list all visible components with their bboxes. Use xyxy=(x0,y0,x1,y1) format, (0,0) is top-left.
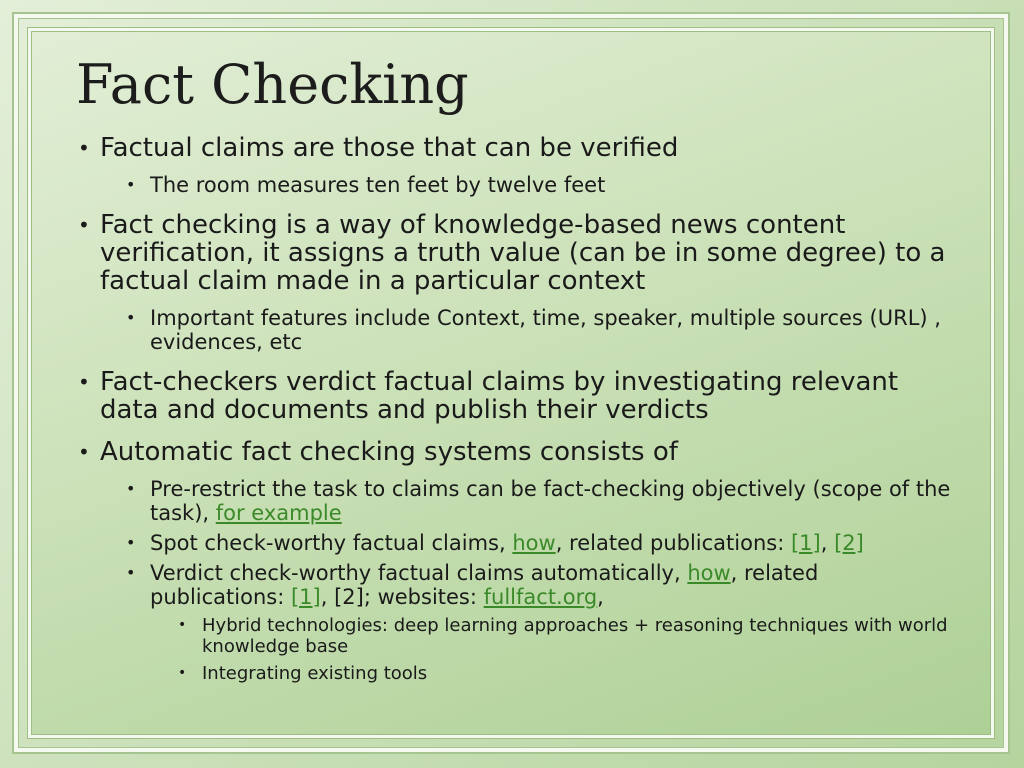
spot-publication-2-link[interactable]: [2] xyxy=(834,531,864,555)
sub-bullet-item xyxy=(76,173,956,197)
bullet-icon: • xyxy=(126,479,136,498)
bullet-icon: • xyxy=(78,440,90,464)
sub-sub-bullet-text: Hybrid technologies: deep learning approaches + reasoning techniques with world knowledge base xyxy=(202,615,948,657)
sub-bullet-text: The room measures ten feet by twelve feet xyxy=(150,173,606,197)
bullet-icon: • xyxy=(178,665,187,681)
sub-bullet-item xyxy=(76,477,956,525)
bullet-text: Fact checking is a way of knowledge-based news content verification, it assigns a truth value (can be in some degree) to a factual claim made in a particular context xyxy=(100,210,946,296)
sub-bullet-text: , xyxy=(597,585,604,609)
sub-bullet-item xyxy=(76,561,956,609)
bullet-icon: • xyxy=(178,617,187,633)
sub-bullet-text: Spot check-worthy factual claims, xyxy=(150,531,513,555)
sub-bullet-text: , [2]; websites: xyxy=(320,585,484,609)
spot-how-link[interactable]: how xyxy=(512,531,556,555)
for-example-link[interactable]: for example xyxy=(215,501,342,525)
bullet-list xyxy=(76,134,956,684)
bullet-icon: • xyxy=(126,563,136,582)
sub-bullet-text: Verdict check-worthy factual claims automatically, xyxy=(150,561,688,585)
bullet-text: Fact-checkers verdict factual claims by investigating relevant data and documents and publish their verdicts xyxy=(100,367,899,425)
bullet-item xyxy=(76,368,956,424)
sub-bullet-text: , related publications: xyxy=(555,531,791,555)
bullet-icon: • xyxy=(78,213,90,237)
bullet-item xyxy=(76,134,956,162)
slide-title: Fact Checking xyxy=(76,53,469,116)
sub-sub-bullet-item xyxy=(76,663,956,684)
fullfact-link[interactable]: fullfact.org xyxy=(483,585,598,609)
bullet-item xyxy=(76,438,956,466)
bullet-icon: • xyxy=(126,175,136,194)
sub-bullet-text: , related publications: xyxy=(150,561,819,609)
slide-content xyxy=(76,134,956,690)
verdict-publication-1-link[interactable]: [1] xyxy=(290,585,321,609)
bullet-icon: • xyxy=(126,533,136,552)
bullet-item xyxy=(76,211,956,295)
verdict-how-link[interactable]: how xyxy=(687,561,731,585)
spot-publication-1-link[interactable]: [1] xyxy=(790,531,821,555)
bullet-icon: • xyxy=(78,370,90,394)
bullet-icon: • xyxy=(126,308,136,327)
sub-sub-bullet-item xyxy=(76,615,956,657)
sub-sub-bullet-text: Integrating existing tools xyxy=(202,663,428,684)
sub-bullet-text: Pre-restrict the task to claims can be fact-checking objectively (scope of the task), xyxy=(150,477,951,525)
sub-bullet-item xyxy=(76,531,956,555)
bullet-text: Automatic fact checking systems consists of xyxy=(100,437,678,467)
sub-bullet-text: Important features include Context, time, speaker, multiple sources (URL) , evidences, etc xyxy=(150,306,941,354)
bullet-text: Factual claims are those that can be verified xyxy=(100,133,679,163)
bullet-icon: • xyxy=(78,136,90,160)
separator-text: , xyxy=(820,531,835,555)
sub-bullet-item xyxy=(76,306,956,354)
